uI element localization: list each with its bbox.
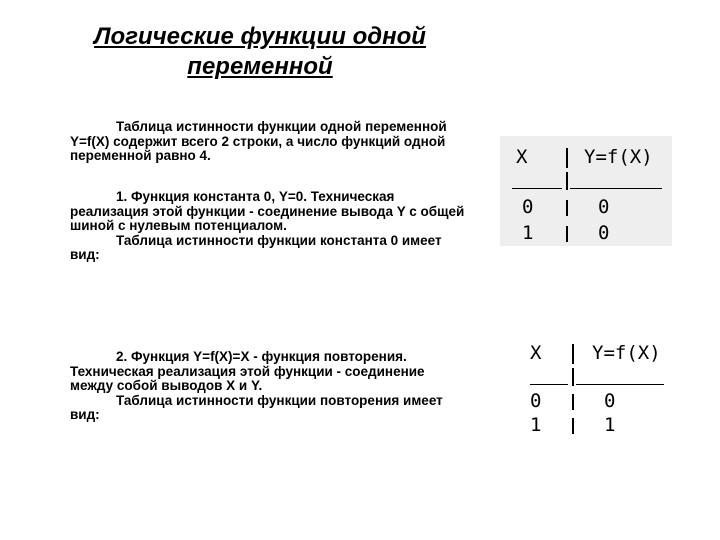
slide-title bbox=[40, 22, 480, 82]
section2-table-intro: Таблица истинности функции повторения имеет вид: bbox=[70, 392, 443, 422]
section1-text: 1. Функция константа 0, Y=0. Техническая реализация этой функции - соединение вывода Y с общей шиной с нулевым потенциалом. bbox=[70, 189, 465, 233]
table1-row1-x: 0 bbox=[522, 196, 534, 218]
truth-table-constant-0 bbox=[500, 136, 672, 246]
table1-rule-right bbox=[570, 188, 662, 189]
section2-paragraph bbox=[70, 350, 470, 423]
table2-header-separator bbox=[572, 344, 574, 364]
table2-header-x: X bbox=[530, 342, 542, 364]
table1-row2-y: 0 bbox=[598, 222, 610, 244]
table2-header-y: Y=f(X) bbox=[592, 342, 661, 364]
intro-paragraph bbox=[70, 120, 470, 164]
table1-row1-y: 0 bbox=[598, 196, 610, 218]
table2-row1-separator bbox=[572, 394, 574, 410]
table1-header-x: X bbox=[516, 146, 528, 168]
table2-row1-y: 0 bbox=[604, 390, 616, 412]
title-line-2: переменной bbox=[187, 53, 333, 80]
table2-rule-right bbox=[576, 384, 664, 385]
table1-row2-separator bbox=[566, 226, 568, 242]
title-line-1: Логические функции одной bbox=[94, 23, 426, 50]
section1-paragraph bbox=[70, 190, 470, 263]
table1-row1-separator bbox=[566, 200, 568, 216]
truth-table-repetition bbox=[520, 336, 680, 438]
table2-row1-x: 0 bbox=[530, 390, 542, 412]
intro-text: Таблица истинности функции одной переменной Y=f(X) содержит всего 2 строки, а число функций одной переменной равно 4. bbox=[70, 119, 447, 163]
table2-row2-separator bbox=[572, 418, 574, 434]
table2-rule-separator bbox=[572, 368, 574, 386]
section2-text: 2. Функция Y=f(X)=X - функция повторения. Техническая реализация этой функции - соединение между собой выводов X и Y. bbox=[70, 349, 425, 393]
table1-header-separator bbox=[566, 148, 568, 168]
table2-row2-x: 1 bbox=[530, 414, 542, 436]
table2-row2-y: 1 bbox=[604, 414, 616, 436]
table2-rule-left bbox=[530, 384, 568, 385]
table1-row2-x: 1 bbox=[522, 222, 534, 244]
table1-header-y: Y=f(X) bbox=[584, 146, 653, 168]
section1-table-intro: Таблица истинности функции константа 0 имеет вид: bbox=[70, 232, 442, 262]
table1-rule-left bbox=[512, 188, 562, 189]
table1-rule-separator bbox=[566, 172, 568, 190]
